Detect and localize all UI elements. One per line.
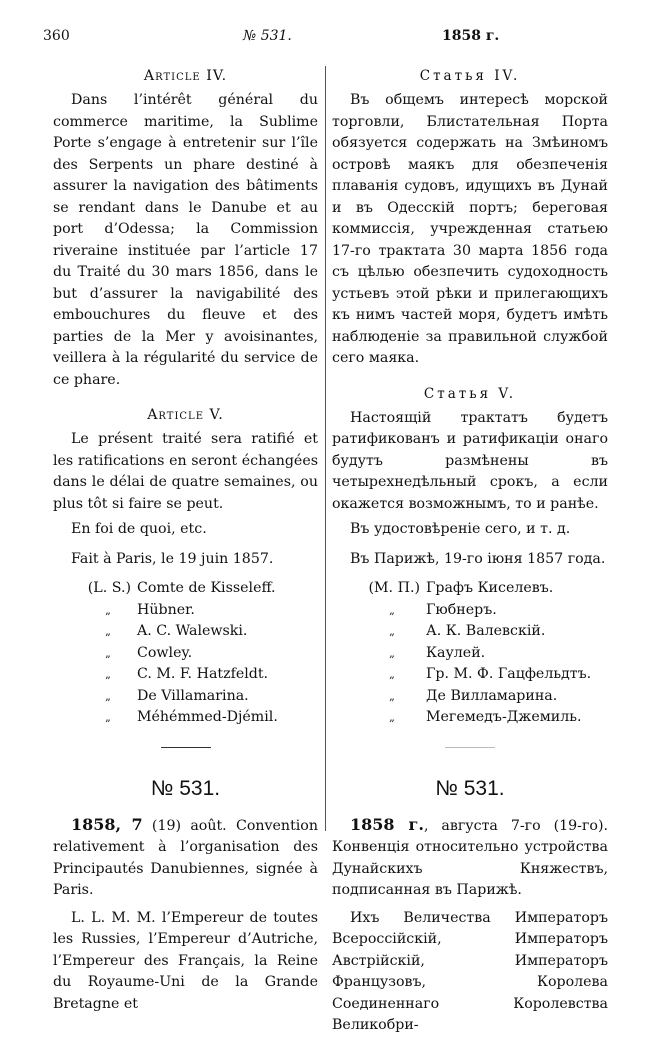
article-v-text: Le présent traité sera ratifié et les ratifications en seront échangées dans le délai de quatre semaines, ou plus tôt si faire se peut. bbox=[53, 431, 318, 512]
article-iv-text: Dans l’intérêt général du commerce maritime, la Sublime Porte s’engage à entretenir sur l’île des Serpents un phare destiné à assurer la navigation des bâtiments se rendant dans le Danube et au port d’Odessa; la Commission riveraine instituée par l’article 17 du Traité du 30 mars 1856, dans le but d’assurer la navigabilité des embouchures du fleuve et des parties de la Mer y avoisinantes, veillera à la régularité du service de ce phare. bbox=[53, 92, 318, 388]
signatory-row bbox=[53, 664, 318, 686]
next-document-number: № 531. bbox=[150, 776, 221, 800]
running-header bbox=[0, 28, 650, 48]
signatory-name: Мегемедъ-Джемиль. bbox=[426, 709, 582, 725]
ditto-mark: „ bbox=[389, 689, 395, 703]
signatory-row bbox=[53, 621, 318, 643]
signatories-list bbox=[53, 578, 318, 729]
title-text: , августа 7-го (19-го). Конвенція относительно устройства Дунайскихъ Княжествъ, подписанная въ Парижѣ. bbox=[332, 817, 609, 898]
signatory-row bbox=[332, 707, 608, 729]
article-iv-text: Въ общемъ интересѣ морской торговли, Блистательная Порта обязуется содержать на Змѣиномъ островѣ маякъ для обезпеченія плаванія судовъ, идущихъ въ Дунай и въ Одесскій портъ; береговая коммиссія, учрежденная статьею 17-го трактата 30 марта 1856 года съ цѣлью обезпечить судоходность устьевъ этой рѣки и прилегающихъ къ нимъ частей моря, будетъ имѣть наблюденіе за правильной службой сего маяка. bbox=[332, 92, 608, 366]
signatory-name: Гюбнеръ. bbox=[426, 601, 497, 618]
signatory-name: Гр. М. Ф. Гацфельдтъ. bbox=[426, 666, 592, 682]
closing-formula: En foi de quoi, etc. bbox=[71, 521, 207, 537]
signatory-name: A. C. Walewski. bbox=[137, 623, 248, 639]
signatory-name: Comte de Kisseleff. bbox=[137, 580, 276, 596]
ditto-mark: „ bbox=[105, 689, 111, 703]
next-document-number: № 531. bbox=[435, 776, 505, 800]
title-date: 1858 г. bbox=[350, 814, 424, 834]
closing-formula: Въ удостовѣреніе сего, и т. д. bbox=[350, 521, 571, 537]
article-iv-heading: Статья IV. bbox=[419, 68, 521, 84]
ditto-mark: „ bbox=[389, 668, 395, 681]
article-v-text: Настоящій трактатъ будетъ ратификованъ и ратификаціи онаго будутъ размѣнены въ четырехнедѣльный срокъ, а если окажется возможнымъ, то и ранѣе. bbox=[332, 409, 608, 512]
signatory-row bbox=[53, 643, 318, 665]
title-date: 1858, 7 bbox=[71, 814, 143, 834]
next-document-text: Ихъ Величества Императоръ Всероссійскій, Императоръ Австрійскій, Императоръ Французовъ, Королева Соединеннаго Королевства Великобри- bbox=[332, 909, 608, 1033]
signatory-row bbox=[53, 707, 318, 729]
header-year: 1858 г. bbox=[442, 28, 500, 44]
ditto-mark: „ bbox=[389, 625, 395, 638]
ditto-mark: „ bbox=[389, 711, 395, 724]
next-document-title bbox=[332, 814, 608, 902]
section-rule bbox=[161, 747, 211, 748]
column-divider bbox=[325, 66, 326, 831]
next-document-text: L. L. M. M. l’Empereur de toutes les Russies, l’Empereur d’Autriche, l’Empereur des Français, la Reine du Royaume-Uni de la Grande Bretagne et bbox=[53, 909, 318, 1012]
signatory-row bbox=[332, 664, 608, 686]
article-v-heading: Article V. bbox=[147, 407, 224, 423]
document-number: № 531. bbox=[243, 28, 292, 44]
signatory-row bbox=[332, 578, 608, 600]
signatory-row bbox=[332, 621, 608, 643]
seal-mark: (М. П.) bbox=[368, 580, 420, 596]
signatory-row bbox=[53, 578, 318, 600]
signatory-row bbox=[332, 686, 608, 708]
signatory-row bbox=[332, 600, 608, 622]
place-date: Въ Парижѣ, 19-го іюня 1857 года. bbox=[350, 550, 606, 567]
page-number: 360 bbox=[43, 28, 70, 44]
section-rule bbox=[445, 747, 495, 748]
signatory-name: Де Вилламарина. bbox=[426, 687, 558, 704]
signatory-name: C. M. F. Hatzfeldt. bbox=[137, 666, 269, 682]
signatory-row bbox=[53, 686, 318, 708]
signatory-name: Каулей. bbox=[426, 644, 486, 661]
signatory-row bbox=[53, 600, 318, 622]
signatory-name: Графъ Киселевъ. bbox=[426, 580, 554, 596]
place-date: Fait à Paris, le 19 juin 1857. bbox=[71, 550, 274, 567]
signatory-name: Hübner. bbox=[137, 601, 195, 618]
ditto-mark: „ bbox=[105, 625, 111, 638]
title-text: (19) août. Convention relativement à l’organisation des Principautés Danubiennes, signée à Paris. bbox=[53, 817, 318, 898]
signatories-list bbox=[332, 578, 608, 729]
signatory-name: De Villamarina. bbox=[137, 687, 249, 704]
ditto-mark: „ bbox=[105, 711, 111, 724]
ditto-mark: „ bbox=[105, 646, 111, 660]
article-iv-heading: Article IV. bbox=[143, 68, 228, 84]
signatory-name: Cowley. bbox=[137, 644, 193, 661]
signatory-name: А. К. Валевскій. bbox=[426, 623, 546, 639]
french-column bbox=[53, 66, 318, 1015]
signatory-name: Méhémmed-Djémil. bbox=[137, 709, 278, 725]
seal-mark: (L. S.) bbox=[87, 580, 131, 596]
next-document-title bbox=[53, 814, 318, 902]
ditto-mark: „ bbox=[389, 603, 395, 617]
russian-column bbox=[332, 66, 608, 1037]
signatory-row bbox=[332, 643, 608, 665]
ditto-mark: „ bbox=[105, 603, 111, 617]
ditto-mark: „ bbox=[105, 668, 111, 681]
ditto-mark: „ bbox=[389, 646, 395, 660]
article-v-heading: Статья V. bbox=[423, 385, 517, 402]
